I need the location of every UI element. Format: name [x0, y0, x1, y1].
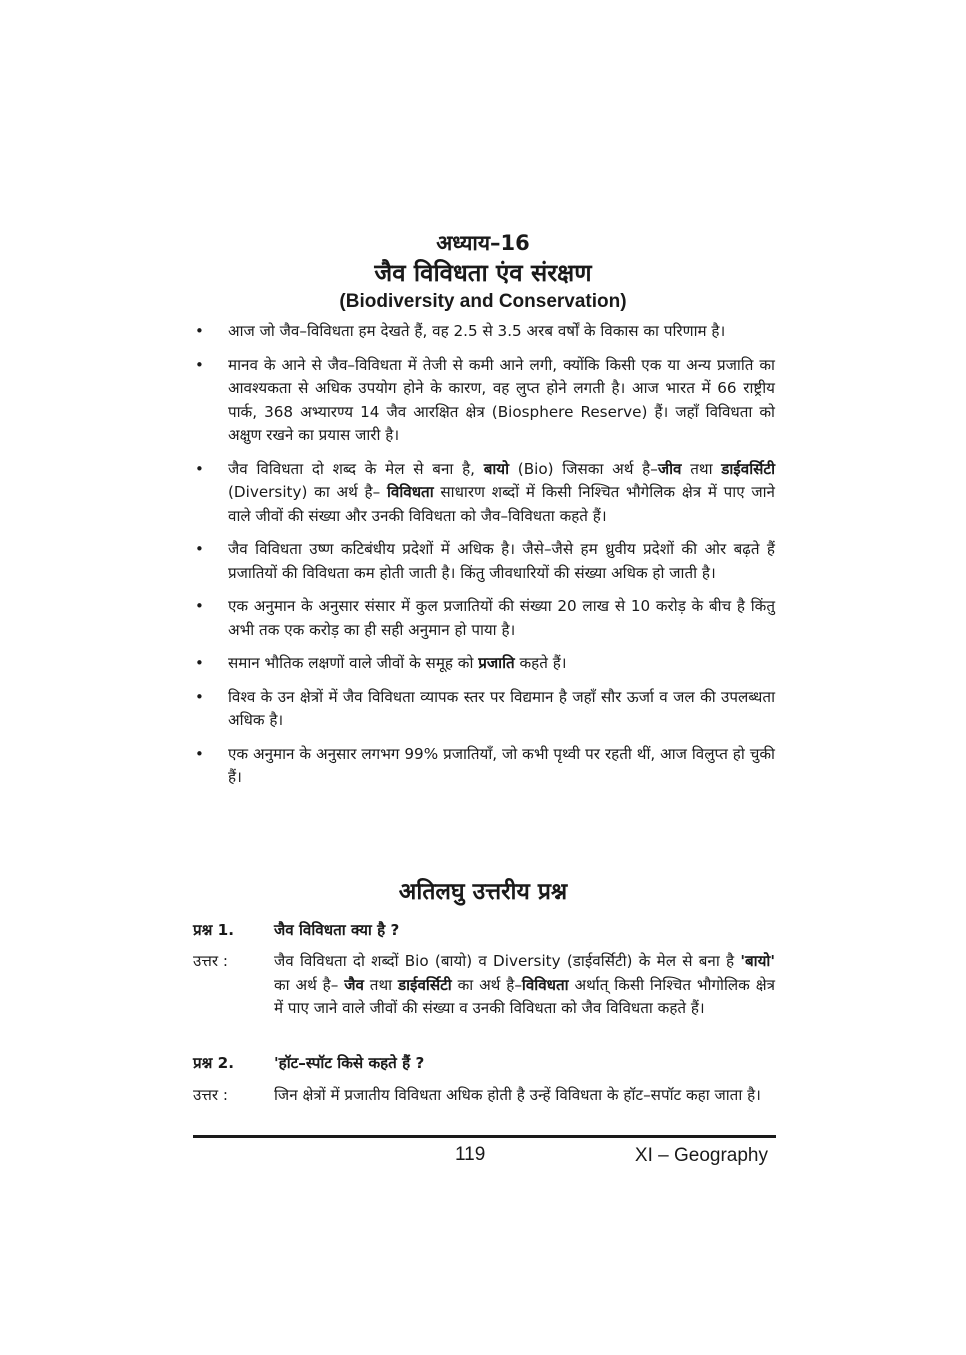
answer-text: जिन क्षेत्रों में प्रजातीय विविधता अधिक होती है उन्हें विविधता के हॉट–सपॉट कहा जाता है।	[274, 1086, 761, 1104]
key-point-text: मानव के आने से जैव–विविधता में तेजी से कमी आने लगी, क्योंकि किसी एक या अन्य प्रजाति का आवश्यकता से अधिक उपयोग होने के कारण, वह लुप्त होने लगती है। आज भारत में 66 राष्ट्रीय पार्क, 368 अभ्यारण्य 14 जैव आरक्षित क्षेत्र (Biosphere Reserve) हैं। जहाँ विविधता को अक्षुण रखने का प्रयास जारी है।	[228, 355, 775, 444]
bullet-icon: •	[195, 322, 204, 340]
key-point-text: जैव विविधता उष्ण कटिबंधीय प्रदेशों में अधिक है। जैसे–जैसे हम ध्रुवीय प्रदेशों की ओर बढ़ते हैं प्रजातियों की विविधता कम होती जाती है। किंतु जीवधारियों की संख्या अधिक हो जाती है।	[228, 540, 775, 582]
bold-term: विविधता	[521, 975, 569, 994]
question-label: प्रश्न 1.	[193, 921, 235, 939]
text-run: का अर्थ है–	[451, 975, 522, 994]
bold-term: डाईवर्सिटी	[397, 975, 452, 994]
bullet-icon: •	[195, 597, 204, 615]
bullet-icon: •	[195, 459, 204, 478]
key-point	[193, 743, 775, 790]
answer-1	[193, 950, 775, 1021]
bold-term: प्रजाति	[478, 654, 515, 672]
text-run: (Bio) जिसका अर्थ है–	[509, 459, 658, 478]
bullet-icon: •	[195, 540, 204, 558]
question-text: 'हॉट–स्पॉट किसे कहते हैं ?	[274, 1054, 425, 1072]
bold-term: 'बायो'	[740, 952, 775, 970]
text-run: साधारण शब्दों में किसी निश्चित भौगेलिक क्षेत्र में पाए जाने वाले जीवों की संख्या और उनकी विविधता को जैव–विविधता कहते हैं।	[228, 483, 775, 525]
key-point-text: आज जो जैव–विविधता हम देखते हैं, वह 2.5 से 3.5 अरब वर्षों के विकास का परिणाम है।	[228, 322, 726, 340]
question-1	[193, 919, 775, 943]
text-run: जैव विविधता दो शब्दों Bio (बायो) व Diversity (डाईवर्सिटी) के मेल से बना है	[274, 952, 741, 970]
text-run: अर्थात् किसी निश्चित भौगोलिक क्षेत्र में पाए जाने वाले जीवों की संख्या व उनकी विविधता को जैव विविधता कहते हैं।	[274, 975, 775, 1017]
key-point-text: विश्व के उन क्षेत्रों में जैव विविधता व्यापक स्तर पर विद्यमान है जहाँ सौर ऊर्जा व जल की उपलब्धता अधिक है।	[228, 687, 775, 729]
text-run: जैव विविधता दो शब्द के मेल से बना है,	[228, 459, 484, 478]
text-run: समान भौतिक लक्षणों वाले जीवों के समूह को	[228, 654, 479, 672]
answer-2	[193, 1084, 775, 1108]
bold-term: जैव	[344, 975, 364, 994]
key-point	[193, 538, 775, 585]
key-point-text	[228, 460, 775, 525]
text-run: (Diversity) का अर्थ है–	[228, 483, 387, 501]
bold-term: विविधता	[386, 483, 434, 501]
bullet-icon: •	[195, 654, 204, 672]
text-run: कहते हैं।	[514, 654, 567, 672]
key-point-text: एक अनुमान के अनुसार लगभग 99% प्रजातियाँ, जो कभी पृथ्वी पर रहती थीं, आज विलुप्त हो चुकी हैं।	[228, 744, 775, 786]
key-point-text: एक अनुमान के अनुसार संसार में कुल प्रजातियों की संख्या 20 लाख से 10 करोड़ के बीच है किंतु अभी तक एक करोड़ का ही सही अनुमान हो पाया है।	[228, 597, 775, 639]
bold-term: बायो	[483, 459, 510, 478]
chapter-number: अध्याय–16	[436, 231, 530, 255]
bold-term: जीव	[657, 459, 682, 478]
subject-label: XI – Geography	[634, 1145, 768, 1166]
bullet-icon: •	[195, 355, 204, 374]
question-text: जैव विविधता क्या है ?	[274, 921, 400, 939]
footer-rule	[193, 1135, 776, 1138]
key-point	[193, 595, 775, 642]
chapter-title-hindi: जैव विविधता एंव संरक्षण	[374, 259, 592, 287]
question-label: प्रश्न 2.	[193, 1054, 235, 1072]
key-point	[193, 458, 775, 529]
answer-label: उत्तर :	[193, 952, 228, 970]
answer-label: उत्तर :	[193, 1086, 228, 1104]
text-run: का अर्थ है–	[274, 975, 345, 994]
key-point	[193, 652, 775, 676]
question-2	[193, 1052, 775, 1076]
key-point	[193, 320, 775, 344]
text-run: तथा	[681, 459, 722, 478]
chapter-title-english: (Biodiversity and Conservation)	[339, 291, 627, 312]
bullet-icon: •	[195, 744, 204, 763]
key-point	[193, 354, 775, 448]
key-point	[193, 686, 775, 733]
key-point-text	[228, 654, 567, 672]
bullet-icon: •	[195, 687, 204, 706]
bold-term: डाईवर्सिटी	[721, 459, 775, 478]
page-number: 119	[455, 1144, 486, 1165]
section-heading: अतिलघु उत्तरीय प्रश्न	[398, 879, 568, 905]
answer-text	[274, 950, 775, 1021]
key-points-list	[193, 320, 775, 790]
text-run: तथा	[363, 975, 398, 994]
